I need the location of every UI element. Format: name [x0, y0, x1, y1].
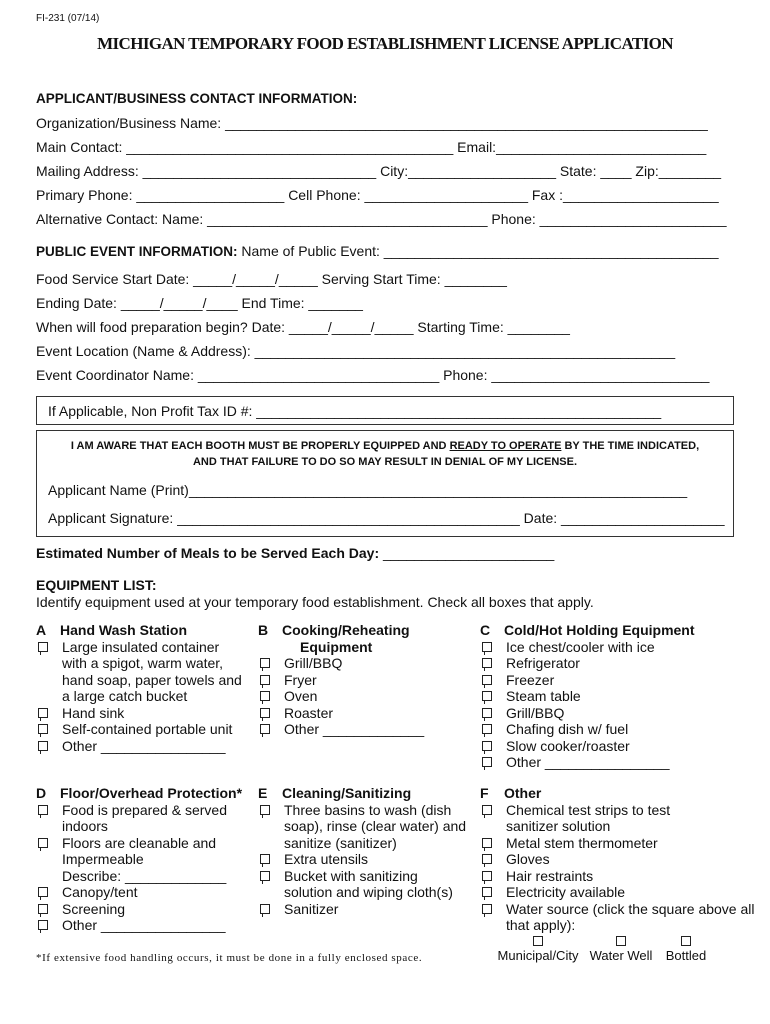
water-option-bottled[interactable]: Bottled [660, 936, 712, 963]
section-e [258, 785, 478, 917]
checkbox[interactable] [482, 854, 492, 864]
e-extra-utensils[interactable]: Extra utensils [258, 851, 478, 868]
event-coordinator-field[interactable]: Event Coordinator Name: _______________________________ Phone: ____________________________ [36, 367, 710, 383]
water-option-municipal[interactable]: Municipal/City [496, 936, 580, 963]
alt-contact-field[interactable]: Alternative Contact: Name: ____________________________________ Phone: ________________________ [36, 211, 727, 227]
section-d-title: D Floor/Overhead Protection* [36, 785, 243, 801]
a-portable-unit[interactable]: Self-contained portable unit [36, 721, 251, 738]
checkbox[interactable] [482, 871, 492, 881]
a-insulated-container-cont: hand soap, paper towels and [62, 671, 242, 688]
checkbox[interactable] [38, 805, 48, 815]
checkbox[interactable] [616, 936, 626, 946]
tax-id-field[interactable]: If Applicable, Non Profit Tax ID #: ____________________________________________________ [48, 403, 662, 419]
d-screening[interactable]: Screening [36, 901, 251, 918]
c-steam-table[interactable]: Steam table [480, 688, 740, 705]
section-b-title-cont: Equipment [300, 638, 373, 655]
awareness-line2: AND THAT FAILURE TO DO SO MAY RESULT IN DENIAL OF MY LICENSE. [192, 456, 577, 468]
checkbox[interactable] [681, 936, 691, 946]
c-slow-cooker[interactable]: Slow cooker/roaster [480, 738, 740, 755]
checkbox[interactable] [482, 757, 492, 767]
form-id: FI-231 (07/14) [36, 13, 100, 24]
checkbox[interactable] [482, 741, 492, 751]
checkbox[interactable] [482, 805, 492, 815]
a-insulated-container[interactable]: Large insulated container [36, 639, 251, 656]
applicant-signature-field[interactable]: Applicant Signature: ____________________________________________ Date: _____________________ [48, 510, 725, 526]
event-name-row[interactable] [36, 243, 719, 259]
a-insulated-container-cont: with a spigot, warm water, [62, 655, 224, 671]
a-hand-sink[interactable]: Hand sink [36, 705, 251, 722]
event-location-field[interactable]: Event Location (Name & Address): ______________________________________________________ [36, 343, 676, 359]
f-electricity[interactable]: Electricity available [480, 884, 760, 901]
a-other[interactable]: Other ________________ [36, 738, 251, 755]
e-bucket[interactable]: Bucket with sanitizing [258, 868, 478, 885]
c-refrigerator[interactable]: Refrigerator [480, 655, 740, 672]
c-other[interactable]: Other ________________ [480, 754, 740, 771]
c-freezer[interactable]: Freezer [480, 672, 740, 689]
checkbox[interactable] [260, 805, 270, 815]
event-heading: PUBLIC EVENT INFORMATION: [36, 244, 238, 259]
f-water-source-cont: that apply): [506, 917, 576, 933]
d-canopy[interactable]: Canopy/tent [36, 884, 251, 901]
checkbox[interactable] [482, 904, 492, 914]
b-roaster[interactable]: Roaster [258, 705, 473, 722]
section-c-title: C Cold/Hot Holding Equipment [480, 622, 695, 638]
checkbox[interactable] [38, 741, 48, 751]
d-floors[interactable]: Floors are cleanable and [36, 835, 251, 852]
end-date-field[interactable]: Ending Date: _____/_____/____ End Time: _______ [36, 295, 363, 311]
section-a [36, 622, 251, 754]
meals-field[interactable]: ______________________ [379, 545, 555, 561]
b-grill[interactable]: Grill/BBQ [258, 655, 473, 672]
start-date-field[interactable]: Food Service Start Date: _____/_____/_____ Serving Start Time: ________ [36, 271, 507, 287]
e-three-basins-cont: sanitize (sanitizer) [284, 834, 397, 851]
section-c [480, 622, 740, 771]
phone-field[interactable]: Primary Phone: ___________________ Cell Phone: _____________________ Fax :____________________ [36, 187, 719, 203]
mailing-address-field[interactable]: Mailing Address: ______________________________ City:___________________ State: ____ Zip:________ [36, 163, 722, 179]
water-option-well[interactable]: Water Well [586, 936, 656, 963]
checkbox[interactable] [260, 658, 270, 668]
awareness-line1: I AM AWARE THAT EACH BOOTH MUST BE PROPERLY EQUIPPED AND READY TO OPERATE BY THE TIME INDICATED, [70, 440, 700, 452]
org-name-field[interactable]: Organization/Business Name: ______________________________________________________________ [36, 115, 708, 131]
checkbox[interactable] [38, 838, 48, 848]
e-bucket-cont: solution and wiping cloth(s) [284, 884, 453, 900]
checkbox[interactable] [260, 675, 270, 685]
checkbox[interactable] [482, 675, 492, 685]
checkbox[interactable] [260, 708, 270, 718]
section-f [480, 785, 760, 934]
f-water-source[interactable]: Water source (click the square above all [480, 901, 760, 918]
checkbox[interactable] [38, 642, 48, 652]
checkbox[interactable] [482, 658, 492, 668]
section-b [258, 622, 473, 738]
checkbox[interactable] [38, 920, 48, 930]
section-b-title: B Cooking/Reheating [258, 622, 410, 638]
f-test-strips-cont: sanitizer solution [506, 818, 611, 834]
checkbox[interactable] [533, 936, 543, 946]
section-a-title: A Hand Wash Station [36, 622, 188, 638]
section-d [36, 785, 251, 934]
checkbox[interactable] [260, 724, 270, 734]
d-indoors[interactable]: Food is prepared & served [36, 802, 251, 819]
section-e-title: E Cleaning/Sanitizing [258, 785, 412, 801]
e-three-basins-cont: soap), rinse (clear water) and [284, 818, 467, 834]
checkbox[interactable] [482, 724, 492, 734]
c-grill[interactable]: Grill/BBQ [480, 705, 740, 722]
d-floors-describe[interactable]: Describe: _____________ [62, 867, 227, 884]
d-floors-cont: Impermeable [62, 851, 144, 867]
d-other[interactable]: Other ________________ [36, 917, 251, 934]
checkbox[interactable] [38, 887, 48, 897]
f-thermometer[interactable]: Metal stem thermometer [480, 835, 760, 852]
b-oven[interactable]: Oven [258, 688, 473, 705]
equipment-intro: Identify equipment used at your temporary food establishment. Check all boxes that apply. [36, 594, 594, 610]
meals-row[interactable] [36, 545, 554, 561]
c-ice-chest[interactable]: Ice chest/cooler with ice [480, 639, 740, 656]
checkbox[interactable] [482, 708, 492, 718]
meals-label: Estimated Number of Meals to be Served Each Day: [36, 545, 380, 561]
prep-date-field[interactable]: When will food preparation begin? Date: _____/_____/_____ Starting Time: ________ [36, 319, 570, 335]
applicant-heading: APPLICANT/BUSINESS CONTACT INFORMATION: [36, 91, 358, 106]
c-chafing-dish[interactable]: Chafing dish w/ fuel [480, 721, 740, 738]
checkbox[interactable] [482, 691, 492, 701]
f-hair-restraints[interactable]: Hair restraints [480, 868, 760, 885]
footnote: *If extensive food handling occurs, it must be done in a fully enclosed space. [36, 952, 423, 964]
e-three-basins[interactable]: Three basins to wash (dish [258, 802, 478, 819]
checkbox[interactable] [38, 904, 48, 914]
f-test-strips[interactable]: Chemical test strips to test [480, 802, 760, 819]
equipment-heading: EQUIPMENT LIST: [36, 577, 157, 593]
checkbox[interactable] [482, 887, 492, 897]
section-f-title: F Other [480, 785, 542, 801]
checkbox[interactable] [38, 708, 48, 718]
b-other[interactable]: Other _____________ [258, 721, 473, 738]
e-sanitizer[interactable]: Sanitizer [258, 901, 478, 918]
page-title: MICHIGAN TEMPORARY FOOD ESTABLISHMENT LICENSE APPLICATION [97, 34, 673, 53]
checkbox[interactable] [260, 691, 270, 701]
checkbox[interactable] [482, 838, 492, 848]
b-fryer[interactable]: Fryer [258, 672, 473, 689]
awareness-statement [40, 438, 730, 470]
checkbox[interactable] [260, 871, 270, 881]
a-insulated-container-cont: a large catch bucket [62, 688, 188, 704]
d-indoors-cont: indoors [62, 818, 108, 834]
main-contact-field[interactable]: Main Contact: __________________________________________ Email:___________________________ [36, 139, 707, 155]
applicant-name-field[interactable]: Applicant Name (Print)________________________________________________________________ [48, 482, 688, 498]
f-gloves[interactable]: Gloves [480, 851, 760, 868]
checkbox[interactable] [260, 904, 270, 914]
checkbox[interactable] [38, 724, 48, 734]
event-name-field[interactable]: Name of Public Event: ___________________________________________ [237, 243, 719, 259]
checkbox[interactable] [260, 854, 270, 864]
checkbox[interactable] [482, 642, 492, 652]
